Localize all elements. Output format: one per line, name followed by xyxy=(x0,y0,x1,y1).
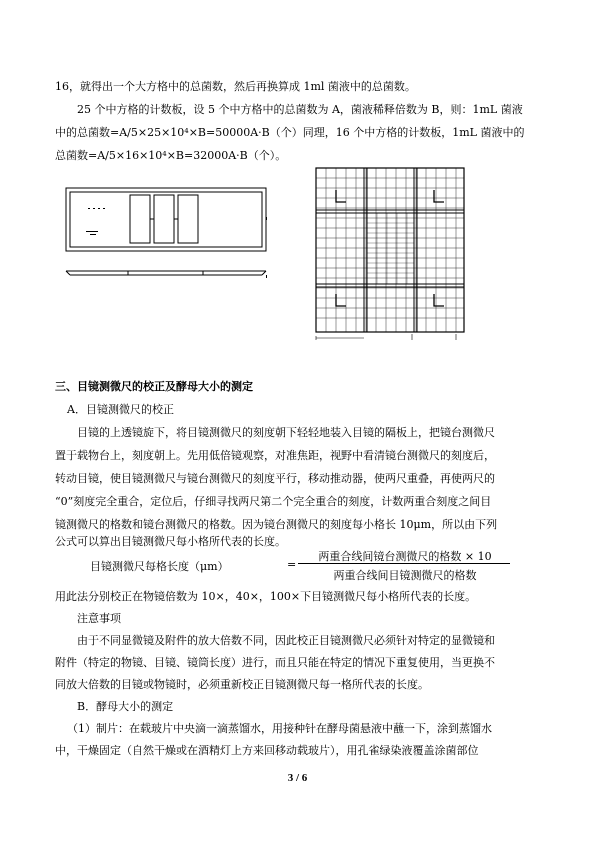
subsection-title: B．酵母大小的测定 xyxy=(77,700,174,713)
subsection-title: A．目镜测微尺的校正 xyxy=(67,403,174,416)
paragraph-line: 16，就得出一个大方格中的总菌数，然后再换算成 1ml 菌液中的总菌数。 xyxy=(55,80,416,93)
paragraph-line: 附件（特定的物镜、目镜、镜筒长度）进行，而且只能在特定的情况下重复使用，当更换不 xyxy=(55,656,495,669)
paragraph-line: 由于不同显微镜及附件的放大倍数不同，因此校正目镜测微尺必须针对特定的显微镜和 xyxy=(77,634,495,647)
calibration-formula xyxy=(90,548,510,582)
paragraph-line: 25 个中方格的计数板，设 5 个中方格中的总菌数为 A，菌液稀释倍数为 B，则：1mL 菌液 xyxy=(77,103,523,116)
paragraph-line: 中，干燥固定（自然干燥或在酒精灯上方来回移动载玻片），用孔雀绿染液覆盖涂菌部位 xyxy=(55,744,479,757)
paragraph-line: “0”刻度完全重合，定位后，仔细寻找两尺第二个完全重合的刻度，计数两重合刻度之间目 xyxy=(55,495,492,508)
section-title: 三、目镜测微尺的校正及酵母大小的测定 xyxy=(55,380,253,393)
paragraph-line: 中的总菌数=A/5×25×10⁴×B=50000A·B（个）同理，16 个中方格的计数板，1mL 菌液中的 xyxy=(55,126,525,139)
formula-lhs: 目镜测微尺每格长度（μm） xyxy=(90,560,229,573)
paragraph-line: （1）制片：在载玻片中央滴一滴蒸馏水，用接种针在酵母菌悬液中蘸一下，涂到蒸馏水 xyxy=(67,722,492,735)
formula-equals: = xyxy=(287,558,297,571)
hemocytometer-grid-figure xyxy=(308,164,478,347)
paragraph-line: 置于载物台上，刻度朝上。先用低倍镜观察，对准焦距，视野中看清镜台测微尺的刻度后， xyxy=(55,449,495,462)
formula-denominator: 两重合线间目镜测微尺的格数 xyxy=(333,569,477,582)
fraction-bar xyxy=(298,563,510,564)
paragraph-line: 用此法分别校正在物镜倍数为 10×，40×，100×下目镜测微尺每小格所代表的长度。 xyxy=(55,590,477,603)
paragraph-line: 公式可以算出目镜测微尺每小格所代表的长度。 xyxy=(55,535,286,548)
paragraph-line: 转动目镜，使目镜测微尺与镜台测微尺的刻度平行，移动推动器，使两尺重叠，再使两尺的 xyxy=(55,472,495,485)
counting-chamber-figure xyxy=(58,183,278,293)
formula-numerator: 两重合线间镜台测微尺的格数 × 10 xyxy=(318,550,492,563)
paragraph-line: 总菌数=A/5×16×10⁴×B=32000A·B（个）。 xyxy=(55,149,287,162)
paragraph-line: 目镜的上透镜旋下，将目镜测微尺的刻度朝下轻轻地装入目镜的隔板上，把镜台测微尺 xyxy=(77,426,495,439)
paragraph-line: 同放大倍数的目镜或物镜时，必须重新校正目镜测微尺每一格所代表的长度。 xyxy=(55,678,429,691)
paragraph-line: 镜测微尺的格数和镜台测微尺的格数。因为镜台测微尺的刻度每小格长 10μm，所以由下列 xyxy=(55,518,498,531)
note-title: 注意事项 xyxy=(77,612,121,625)
page-number: 3 / 6 xyxy=(287,772,308,784)
